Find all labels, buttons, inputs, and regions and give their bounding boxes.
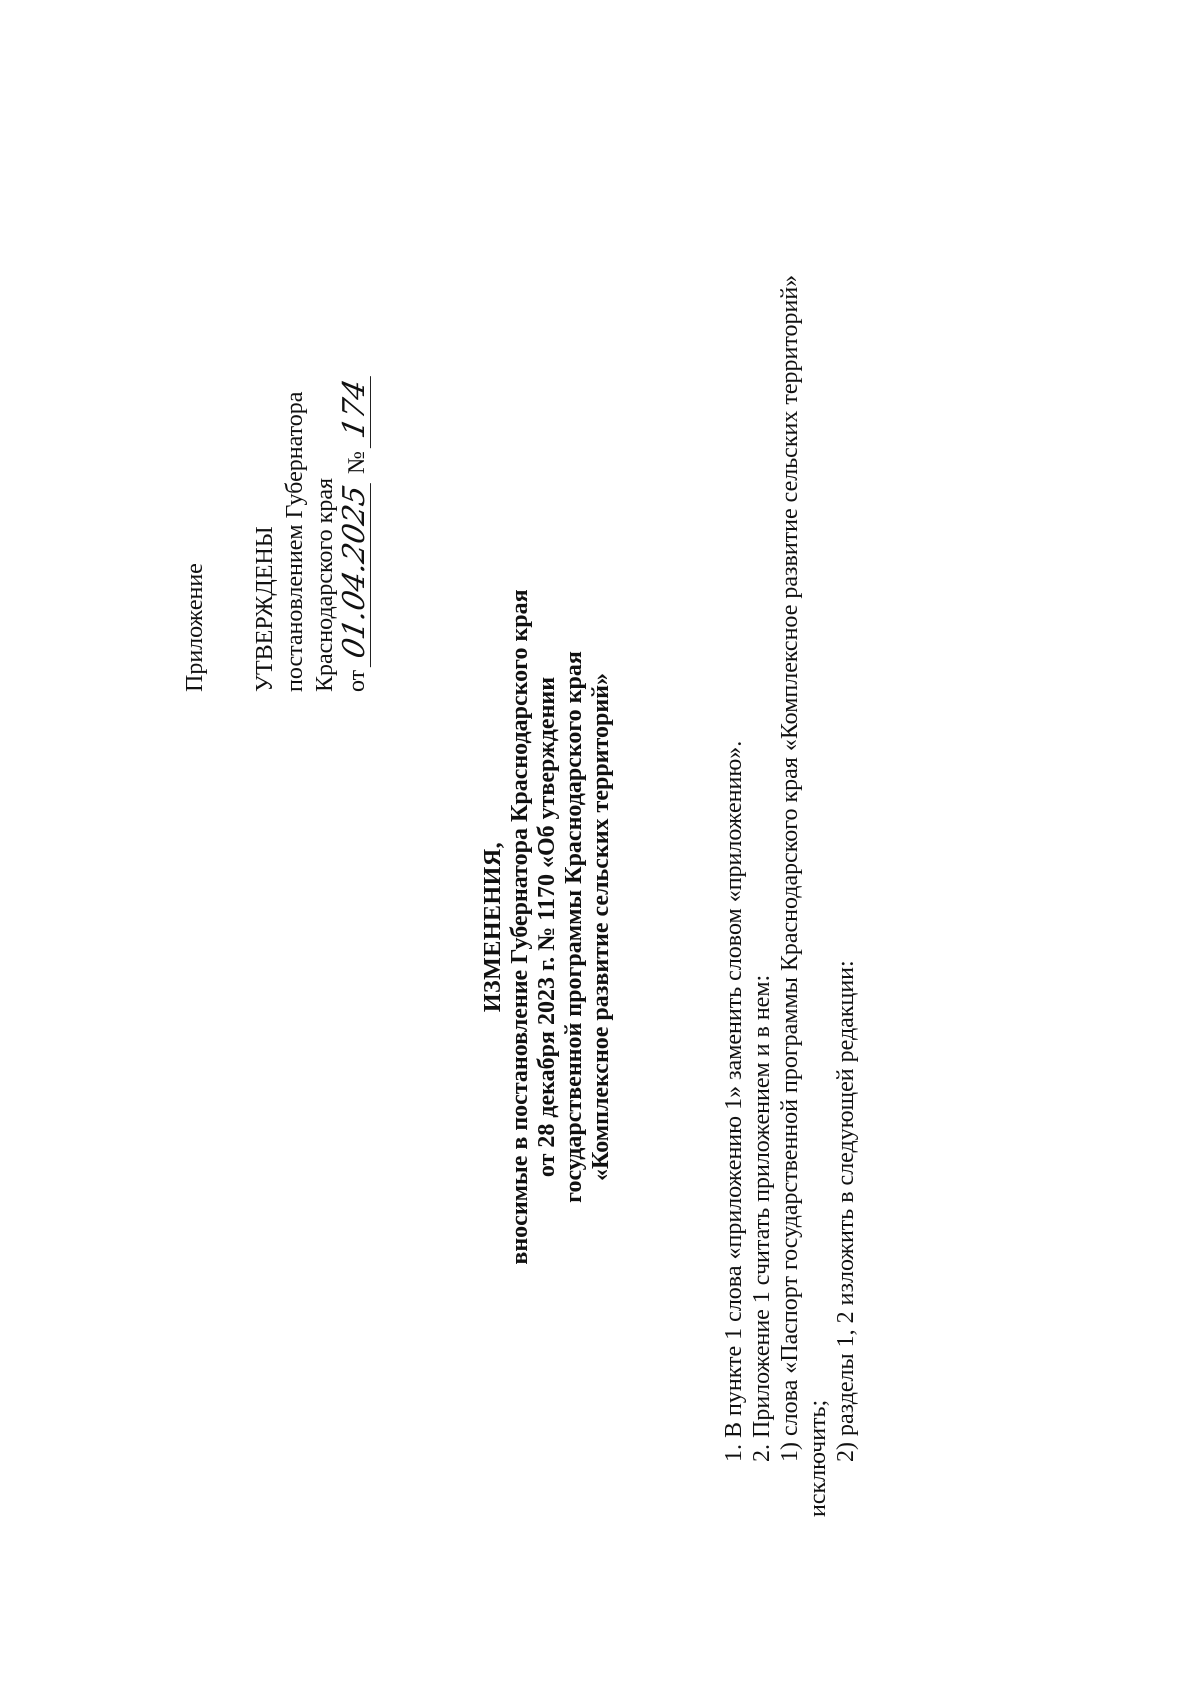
number-sign: № [344, 451, 370, 475]
paragraph-3: 1) слова «Паспорт государственной программы Краснодарского края «Комплексное развитие сельских территорий» [777, 274, 803, 1462]
paragraph-2: 2. Приложение 1 считать приложением и в нем: [749, 974, 775, 1462]
title-line-2: от 28 декабря 2023 г. № 1170 «Об утверждении [534, 676, 560, 1178]
handwritten-number: 174 [340, 370, 371, 449]
handwritten-date: 01.04.2025 [340, 477, 371, 667]
title-line-4: «Комплексное развитие сельских территорий» [588, 673, 614, 1181]
paragraph-1: 1. В пункте 1 слова «приложению 1» заменить словом «приложению». [721, 740, 747, 1462]
approval-line-2: Краснодарского края [312, 477, 338, 692]
paragraph-4: 2) разделы 1, 2 изложить в следующей редакции: [833, 960, 859, 1462]
from-prefix: от [344, 669, 370, 692]
approval-line-1: постановлением Губернатора [282, 391, 308, 692]
approval-date-line [337, 373, 372, 692]
document-body [720, 274, 860, 1517]
appendix-label: Приложение [182, 563, 208, 692]
paragraph-3-continuation: исключить; [805, 1399, 831, 1517]
approved-label: УТВЕРЖДЕНЫ [252, 526, 278, 692]
document-title [480, 477, 615, 1377]
title-line-3: государственной программы Краснодарского края [561, 651, 587, 1203]
title-main: ИЗМЕНЕНИЯ, [480, 841, 506, 1013]
approval-block [180, 373, 372, 692]
title-line-1: вносимые в постановление Губернатора Краснодарского края [507, 589, 533, 1265]
